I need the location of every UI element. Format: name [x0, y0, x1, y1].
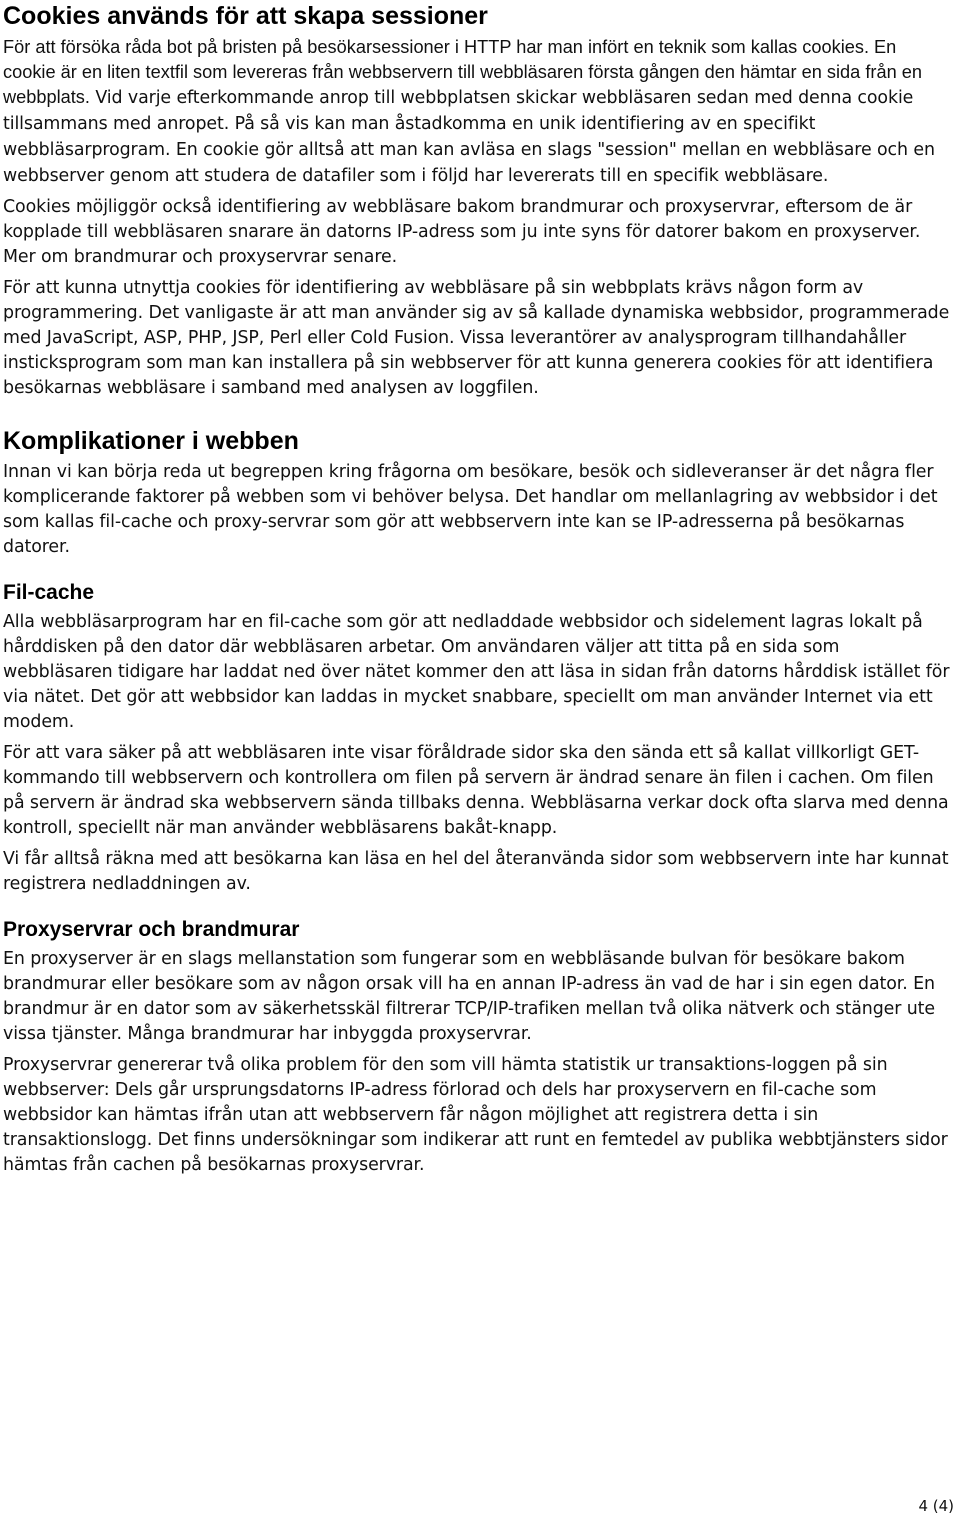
- paragraph-cookies-1-part-b: Vid varje efterkommande anrop till webbplatsen skickar webbläsaren sedan med denna cookie tillsammans med anropet. På så vis kan man åstadkomma en unik identifiering av en specifikt webbläsarprogram. En cookie gör alltså att man kan avläsa en slags "session" mellan en webbläsare och en webbserver genom att studera de datafiler som i följd har levererats till en specifik webbläsare.: [3, 88, 935, 186]
- heading-cookies: Cookies används för att skapa sessioner: [3, 2, 488, 30]
- heading-proxyservrar: Proxyservrar och brandmurar: [3, 918, 300, 941]
- paragraph-cookies-1: [3, 35, 951, 189]
- paragraph-fil-cache-1: Alla webbläsarprogram har en fil-cache som gör att nedladdade webbsidor och sidelement lagras lokalt på hårddisken på den dator där webbläsaren arbetar. Om användaren väljer att titta på en sida som webbläsaren tidigare har laddat ned över nätet kommer den att läsa in sidan från datorns hårddisk istället för via nätet. Det gör att webbsidor kan laddas in mycket snabbare, speciellt om man använder Internet via ett modem.: [3, 612, 950, 732]
- paragraph-cookies-3: För att kunna utnyttja cookies för identifiering av webbläsare på sin webbplats krävs någon form av programmering. Det vanligaste är att man använder sig av så kallade dynamiska webbsidor, programmerade med JavaScript, ASP, PHP, JSP, Perl eller Cold Fusion. Vissa leverantörer av analysprogram tillhandahåller insticksprogram som man kan installera på sin webbserver för att kunna generera cookies för att identifiera besökarnas webbläsare i samband med analysen av loggfilen.: [3, 278, 950, 398]
- paragraph-fil-cache-2: För att vara säker på att webbläsaren inte visar föråldrade sidor ska den sända ett så kallat villkorligt GET-kommando till webbservern och kontrollera om filen på servern är ändrad senare än filen i cachen. Om filen på servern är ändrad ska webbservern sända tillbaks denna. Webbläsarna verkar dock ofta slarva med denna kontroll, speciellt när man använder webbläsarens bakåt-knapp.: [3, 743, 949, 838]
- page-number: 4 (4): [918, 1497, 954, 1515]
- paragraph-fil-cache-3: Vi får alltså räkna med att besökarna kan läsa en hel del återanvända sidor som webbservern inte har kunnat registrera nedladdningen av.: [3, 849, 949, 894]
- paragraph-proxy-1: En proxyserver är en slags mellanstation som fungerar som en webbläsande bulvan för besökare bakom brandmurar eller besökare som av någon orsak vill ha en annan IP-adress än vad de har i sin egen dator. En brandmur är en dator som av säkerhetsskäl filtrerar TCP/IP-trafiken mellan två olika nätverk och stänger ute vissa tjänster. Många brandmurar har inbyggda proxyservrar.: [3, 949, 935, 1044]
- heading-fil-cache: Fil-cache: [3, 581, 95, 604]
- paragraph-komplikationer-1: Innan vi kan börja reda ut begreppen kring frågorna om besökare, besök och sidleveranser är det några fler komplicerande faktorer på webben som vi behöver belysa. Det handlar om mellanlagring av webbsidor i det som kallas fil-cache och proxy-servrar som gör att webbservern inte kan se IP-adresserna på besökarnas datorer.: [3, 462, 938, 557]
- paragraph-cookies-1-part-a: För att försöka råda bot på bristen på besökarsessioner i HTTP har man infört en teknik som kallas cookies. En cookie är en liten textfil som levereras från webbservern till webbläsaren första gången den hämtar en sida från en webbplats.: [3, 37, 922, 107]
- paragraph-proxy-2: Proxyservrar genererar två olika problem för den som vill hämta statistik ur transaktions-loggen på sin webbserver: Dels går ursprungsdatorns IP-adress förlorad och dels har proxyservern en fil-cache som webbsidor kan hämtas ifrån utan att webbservern får någon möjlighet att registrera detta i sin transaktionslogg. Det finns undersökningar som indikerar att runt en femtedel av publika webbtjänsters sidor hämtas från cachen på besökarnas proxyservrar.: [3, 1055, 948, 1175]
- document-page: [3, 0, 951, 1184]
- paragraph-cookies-2: Cookies möjliggör också identifiering av webbläsare bakom brandmurar och proxyservrar, eftersom de är kopplade till webbläsaren snarare än datorns IP-adress som ju inte syns för datorer bakom en proxyserver. Mer om brandmurar och proxyservrar senare.: [3, 197, 921, 267]
- heading-komplikationer: Komplikationer i webben: [3, 427, 299, 455]
